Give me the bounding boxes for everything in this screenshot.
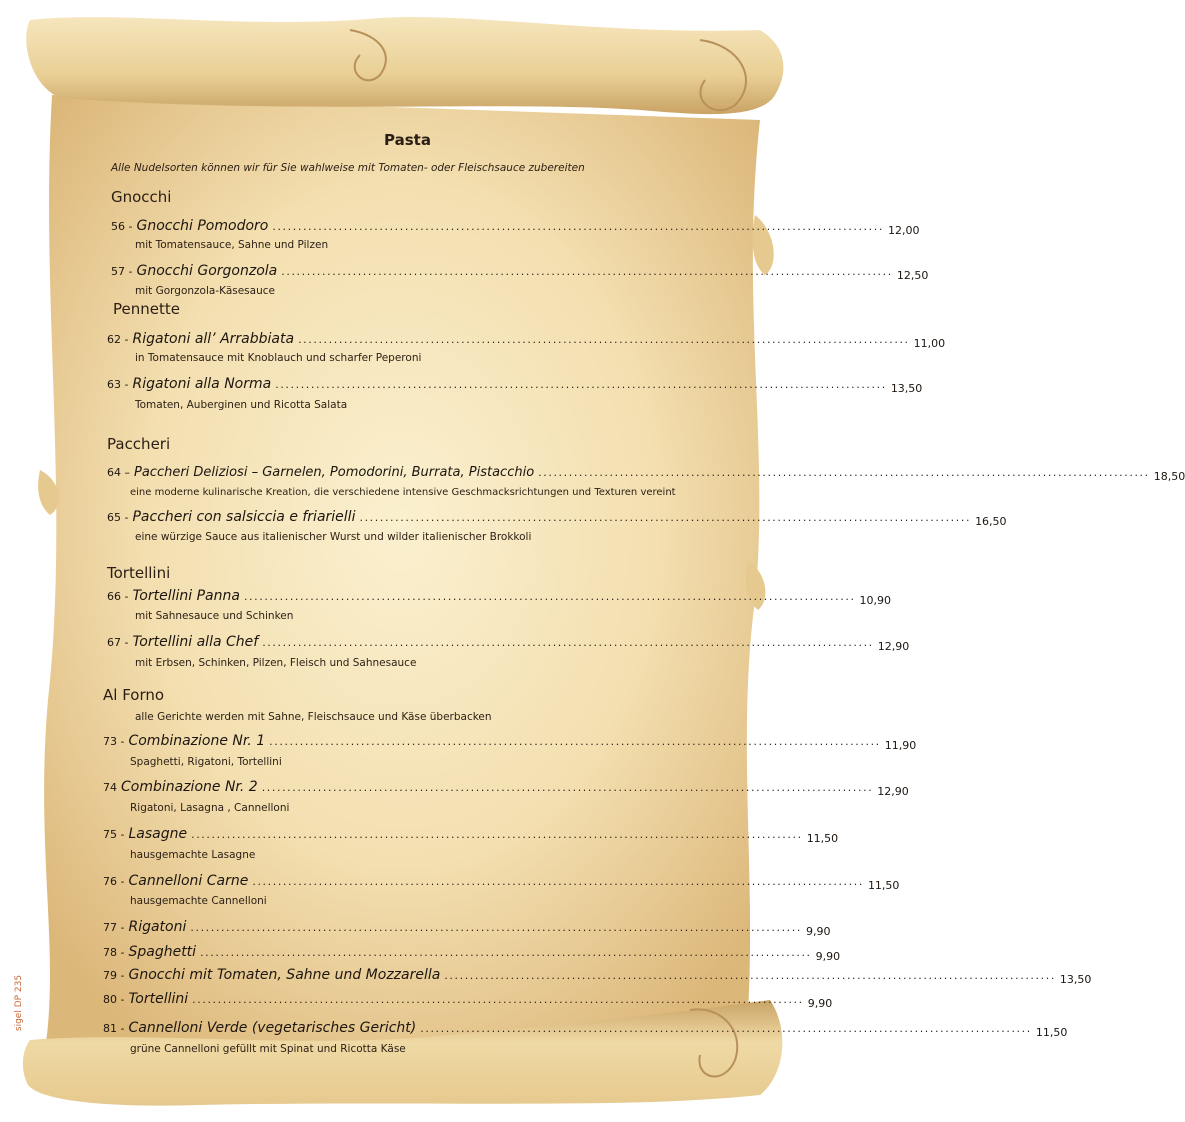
item-description: Spaghetti, Rigatoni, Tortellini: [130, 756, 282, 768]
item-price: 11,90: [884, 739, 917, 752]
dot-leader: ........................................................................................................................: [281, 265, 893, 278]
menu-item: [107, 588, 892, 610]
item-price: 11,50: [867, 879, 900, 892]
item-name: Tortellini Panna: [132, 588, 240, 604]
item-name: Tortellini: [128, 991, 189, 1007]
dot-leader: ........................................................................................................................: [262, 636, 874, 649]
dot-leader: ........................................................................................................................: [538, 466, 1150, 479]
item-name: Spaghetti: [128, 944, 197, 960]
item-name: Combinazione Nr. 1: [128, 733, 266, 749]
item-price: 11,50: [1035, 1026, 1068, 1039]
item-name: Paccheri con salsiccia e friarielli: [132, 509, 356, 525]
item-description: eine moderne kulinarische Kreation, die verschiedene intensive Geschmacksrichtungen und Texturen vereint: [130, 487, 676, 498]
item-price: 16,50: [975, 515, 1007, 528]
item-description: mit Sahnesauce und Schinken: [135, 610, 294, 622]
item-price: 9,90: [807, 997, 833, 1010]
item-number: 78 -: [103, 946, 125, 959]
dot-leader: ........................................................................................................................: [272, 220, 884, 233]
dot-leader: ........................................................................................................................: [298, 333, 910, 346]
dot-leader: ........................................................................................................................: [261, 781, 874, 794]
item-description: hausgemachte Lasagne: [130, 849, 256, 861]
menu-item: [111, 263, 929, 285]
menu-item: [111, 218, 920, 240]
item-number: 77 -: [103, 921, 125, 934]
item-number: 65 -: [107, 511, 129, 524]
menu-item: [103, 873, 900, 895]
item-name: Rigatoni: [128, 919, 187, 935]
menu-item: [103, 919, 831, 941]
menu-item: [103, 944, 841, 966]
item-number: 79 -: [103, 969, 125, 982]
item-price: 12,90: [877, 785, 909, 798]
item-number: 80 -: [103, 993, 125, 1006]
item-description: in Tomatensauce mit Knoblauch und scharfer Peperoni: [135, 352, 422, 364]
item-name: Lasagne: [128, 826, 188, 842]
section-heading-tortellini: Tortellini: [107, 564, 171, 582]
dot-leader: ........................................................................................................................: [420, 1022, 1032, 1035]
item-name: Tortellini alla Chef: [132, 634, 259, 650]
item-number: 76 -: [103, 875, 125, 888]
item-price: 12,50: [896, 269, 929, 282]
item-name: Gnocchi mit Tomaten, Sahne und Mozzarella: [128, 967, 441, 983]
menu-item: [107, 509, 1007, 531]
menu-item: [107, 634, 910, 656]
item-name: Combinazione Nr. 2: [121, 779, 258, 795]
menu-item: [103, 779, 909, 801]
item-number: 66 -: [107, 590, 129, 603]
menu-item: [103, 967, 1092, 989]
brand-text: sigel DP 235: [14, 974, 25, 1032]
item-name: Gnocchi Gorgonzola: [136, 263, 278, 279]
item-price: 13,50: [890, 382, 923, 395]
item-number: 67 -: [107, 636, 129, 649]
dot-leader: ........................................................................................................................: [359, 511, 972, 524]
item-number: 63 -: [107, 378, 129, 391]
item-name: Paccheri Deliziosi – Garnelen, Pomodorini, Burrata, Pistacchio: [134, 465, 535, 480]
item-number: 64 –: [107, 466, 130, 479]
item-description: eine würzige Sauce aus italienischer Wurst und wilder italienischer Brokkoli: [135, 531, 532, 543]
section-heading-pennette: Pennette: [113, 300, 180, 318]
section-note-al-forno: alle Gerichte werden mit Sahne, Fleischsauce und Käse überbacken: [135, 711, 492, 723]
section-heading-paccheri: Paccheri: [107, 435, 171, 453]
item-description: mit Erbsen, Schinken, Pilzen, Fleisch und Sahnesauce: [135, 657, 417, 669]
item-number: 75 -: [103, 828, 125, 841]
item-price: 11,50: [806, 832, 839, 845]
item-price: 11,00: [913, 337, 946, 350]
dot-leader: ........................................................................................................................: [275, 378, 887, 391]
section-heading-gnocchi: Gnocchi: [111, 188, 172, 206]
page-title: Pasta: [384, 131, 431, 149]
item-name: Gnocchi Pomodoro: [136, 218, 269, 234]
item-number: 81 -: [103, 1022, 125, 1035]
dot-leader: ........................................................................................................................: [190, 921, 802, 934]
item-description: mit Gorgonzola-Käsesauce: [135, 285, 275, 297]
item-number: 56 -: [111, 220, 133, 233]
menu-item: [103, 826, 839, 848]
item-number: 57 -: [111, 265, 133, 278]
item-description: Tomaten, Auberginen und Ricotta Salata: [135, 399, 348, 411]
dot-leader: ........................................................................................................................: [269, 735, 881, 748]
item-description: mit Tomatensauce, Sahne und Pilzen: [135, 239, 329, 251]
menu-item: [107, 376, 923, 398]
dot-leader: ........................................................................................................................: [200, 946, 812, 959]
menu-item: [107, 331, 946, 353]
dot-leader: ........................................................................................................................: [252, 875, 864, 888]
dot-leader: ........................................................................................................................: [243, 590, 856, 603]
item-number: 74: [103, 781, 117, 794]
item-price: 13,50: [1059, 973, 1092, 986]
menu-item: [103, 991, 833, 1013]
item-name: Rigatoni alla Norma: [132, 376, 272, 392]
brand-mark: [14, 968, 37, 1048]
item-price: 12,00: [887, 224, 920, 237]
menu-item: [103, 1020, 1068, 1042]
item-name: Cannelloni Carne: [128, 873, 249, 889]
page-subtitle: Alle Nudelsorten können wir für Sie wahlweise mit Tomaten- oder Fleischsauce zubereiten: [111, 162, 585, 174]
item-description: hausgemachte Cannelloni: [130, 895, 267, 907]
item-name: Rigatoni all’ Arrabbiata: [132, 331, 295, 347]
section-heading-al-forno: Al Forno: [103, 686, 165, 704]
item-price: 9,90: [815, 950, 841, 963]
item-description: grüne Cannelloni gefüllt mit Spinat und Ricotta Käse: [130, 1043, 406, 1055]
item-number: 62 -: [107, 333, 129, 346]
item-price: 18,50: [1153, 470, 1185, 483]
item-price: 10,90: [859, 594, 892, 607]
dot-leader: ........................................................................................................................: [444, 969, 1056, 982]
item-description: Rigatoni, Lasagna , Cannelloni: [130, 802, 290, 814]
dot-leader: ........................................................................................................................: [192, 993, 804, 1006]
menu-item: [107, 465, 1185, 487]
item-price: 9,90: [805, 925, 831, 938]
menu-item: [103, 733, 917, 755]
dot-leader: ........................................................................................................................: [191, 828, 803, 841]
item-name: Cannelloni Verde (vegetarisches Gericht): [128, 1020, 417, 1036]
item-number: 73 -: [103, 735, 125, 748]
item-price: 12,90: [877, 640, 910, 653]
